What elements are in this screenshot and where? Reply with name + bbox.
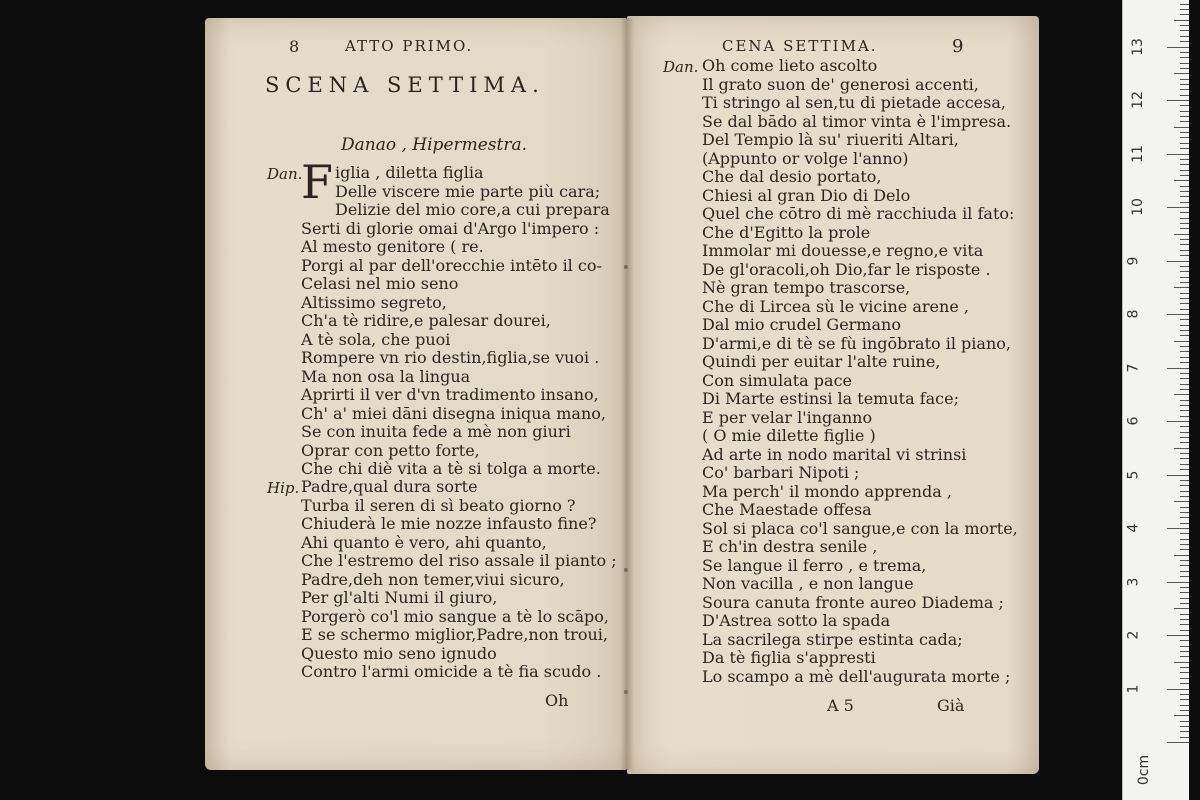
verse-line: Che d'Egitto la prole — [702, 222, 871, 242]
ruler-tick — [1180, 731, 1189, 732]
verse-line: Porgerò co'l mio sangue a tè lo scāpo, — [301, 606, 609, 626]
ruler-tick — [1180, 63, 1189, 64]
speaker-label-danao: Dan. — [663, 58, 699, 76]
ruler-tick — [1180, 212, 1189, 213]
ruler-number: 3 — [1125, 577, 1142, 586]
ruler-tick — [1180, 218, 1189, 219]
ruler-tick — [1180, 565, 1189, 566]
ruler-tick — [1180, 330, 1189, 331]
ruler-tick — [1180, 533, 1189, 534]
ruler-tick — [1180, 517, 1189, 518]
verse-line: Ahi quanto è vero, ahi quanto, — [301, 532, 547, 552]
ruler-tick — [1174, 715, 1189, 716]
ruler-tick — [1180, 453, 1189, 454]
ruler-tick — [1180, 9, 1189, 10]
ruler-tick — [1180, 737, 1189, 738]
ruler-tick — [1174, 448, 1189, 449]
ruler-tick — [1167, 100, 1189, 101]
ruler-tick — [1180, 84, 1189, 85]
ruler-tick — [1180, 14, 1189, 15]
speech-hipermestra — [301, 478, 617, 682]
verse-line: Se langue il ferro , e trema, — [702, 555, 927, 575]
page-number-left: 8 — [289, 37, 300, 56]
verse-line: Padre,deh non temer,viui sicuro, — [301, 569, 565, 589]
ruler-tick — [1180, 164, 1189, 165]
verse-line: Ti stringo al sen,tu di pietade accesa, — [702, 93, 1006, 112]
ruler-number: 12 — [1129, 91, 1146, 109]
ruler-tick — [1180, 619, 1189, 620]
ruler-tick — [1180, 496, 1189, 497]
ruler-tick — [1180, 79, 1189, 80]
ruler-tick — [1180, 239, 1189, 240]
verse-line: Il grato suon de' generosi accenti, — [702, 74, 979, 94]
verse-line: De gl'oracoli,oh Dio,far le risposte . — [702, 259, 991, 279]
binding-stitch — [624, 265, 628, 269]
ruler-tick — [1180, 539, 1189, 540]
ruler-number: 11 — [1129, 144, 1146, 163]
ruler-tick — [1180, 464, 1189, 465]
verse-line: Che di Lircea sù le vicine arene , — [702, 296, 969, 316]
verse-line: Ma non osa la lingua — [301, 366, 471, 386]
verse-line: Chiesi al gran Dio di Delo — [702, 185, 911, 205]
verse-line: Quel che cōtro di mè racchiuda il fato: — [702, 204, 1015, 223]
ruler-tick — [1180, 656, 1189, 657]
ruler-tick — [1180, 560, 1189, 561]
ruler-tick — [1180, 244, 1189, 245]
ruler-tick — [1174, 394, 1189, 395]
ruler-number: 2 — [1125, 630, 1142, 640]
ruler-tick — [1167, 635, 1189, 636]
ruler-tick — [1167, 421, 1189, 422]
verse-line: Al mesto genitore ( re. — [301, 237, 484, 256]
verse-line: Quindi per euitar l'alte ruine, — [702, 352, 941, 371]
verse-line: Che dal desio portato, — [702, 167, 882, 186]
ruler-tick — [1180, 137, 1189, 138]
ruler-tick — [1180, 378, 1189, 379]
ruler-tick — [1174, 234, 1189, 235]
ruler-number: 4 — [1125, 523, 1142, 533]
ruler-number: 8 — [1125, 309, 1142, 319]
ruler-tick — [1180, 30, 1189, 31]
ruler-tick — [1180, 485, 1189, 486]
verse-line: Immolar mi douesse,e regno,e vita — [702, 241, 984, 260]
ruler-tick — [1174, 555, 1189, 556]
verse-line: Oh come lieto ascolto — [702, 56, 878, 75]
verse-line: Per gl'alti Numi il giuro, — [301, 588, 498, 607]
ruler-tick — [1180, 186, 1189, 187]
verse-line: Dal mio crudel Germano — [702, 315, 901, 334]
verse-line: Nè gran tempo trascorse, — [702, 278, 911, 297]
ruler-tick — [1167, 47, 1189, 48]
verse-line: Chiuderà le mie nozze infausto fine? — [301, 514, 597, 533]
ruler-tick — [1180, 121, 1189, 122]
ruler-tick — [1180, 384, 1189, 385]
signature-mark: A 5 — [827, 696, 854, 715]
ruler-tick — [1180, 303, 1189, 304]
ruler-tick — [1180, 603, 1189, 604]
verse-line: Non vacilla , e non langue — [702, 574, 914, 593]
ruler-tick — [1167, 582, 1189, 583]
ruler-tick — [1167, 154, 1189, 155]
ruler-tick — [1180, 116, 1189, 117]
ruler-tick — [1180, 41, 1189, 42]
ruler-tick — [1180, 351, 1189, 352]
verse-line: D'Astrea sotto la spada — [702, 611, 891, 630]
ruler-number: 5 — [1125, 470, 1142, 479]
verse-line: Ch'a tè ridire,e palesar dourei, — [301, 311, 551, 330]
verse-line: Co' barbari Nipoti ; — [702, 463, 860, 482]
running-head-right: CENA SETTIMA. — [722, 37, 878, 55]
ruler-tick — [1180, 159, 1189, 160]
verse-line: Ch' a' miei dāni disegna iniqua mano, — [301, 403, 606, 423]
verse-line: Altissimo segreto, — [301, 292, 447, 312]
ruler-tick — [1180, 191, 1189, 192]
ruler-tick — [1180, 175, 1189, 176]
ruler-tick — [1180, 266, 1189, 267]
ruler-tick — [1180, 726, 1189, 727]
ruler-tick — [1174, 341, 1189, 342]
ruler-tick — [1180, 36, 1189, 37]
ruler-tick — [1180, 442, 1189, 443]
ruler-tick — [1180, 614, 1189, 615]
verse-line: Porgi al par dell'orecchie intēto il co- — [301, 255, 602, 275]
verse-line: Da tè figlia s'appresti — [702, 648, 876, 667]
ruler-tick — [1180, 228, 1189, 229]
verse-line: Padre,qual dura sorte — [301, 477, 478, 496]
ruler-tick — [1174, 73, 1189, 74]
ruler-tick — [1174, 608, 1189, 609]
verse-line: Ad arte in nodo marital vi strinsi — [702, 444, 967, 464]
ruler-number: 10 — [1129, 198, 1146, 216]
verse-line: Che l'estremo del riso assale il pianto ; — [301, 551, 617, 570]
ruler-tick — [1174, 662, 1189, 663]
ruler-tick — [1180, 640, 1189, 641]
verse-line: A tè sola, che puoi — [301, 329, 451, 349]
verse-line: iglia , diletta figlia — [335, 163, 484, 182]
verse-line: Che chi diè vita a tè si tolga a morte. — [301, 459, 601, 478]
verse-line: Questo mio seno ignudo — [301, 643, 497, 663]
ruler-tick — [1180, 587, 1189, 588]
ruler-tick — [1174, 20, 1189, 21]
ruler-tick — [1180, 678, 1189, 679]
verse-line: Oprar con petto forte, — [301, 440, 480, 460]
verse-line: D'armi,e di tè se fù ingōbrato il piano, — [702, 333, 1011, 353]
verse-line: Di Marte estinsi la temuta face; — [702, 389, 959, 408]
ruler-tick — [1180, 507, 1189, 508]
verse-line: Soura canuta fronte aureo Diadema ; — [702, 592, 1004, 612]
ruler-number: 6 — [1125, 416, 1142, 426]
running-head-left: ATTO PRIMO. — [345, 37, 474, 55]
ruler-tick — [1180, 95, 1189, 96]
ruler-number: 9 — [1125, 256, 1142, 265]
ruler-tick — [1180, 672, 1189, 673]
ruler-tick — [1180, 576, 1189, 577]
ruler-tick — [1180, 705, 1189, 706]
ruler-tick — [1180, 710, 1189, 711]
ruler-number: 13 — [1129, 37, 1146, 56]
ruler-tick — [1174, 180, 1189, 181]
ruler-tick — [1180, 250, 1189, 251]
ruler-tick — [1180, 400, 1189, 401]
ruler-tick — [1180, 480, 1189, 481]
ruler-tick — [1180, 271, 1189, 272]
verse-line: La sacrilega stirpe estinta cada; — [702, 629, 963, 649]
verse-line: E ch'in destra senile , — [702, 537, 878, 556]
verse-line: Celasi nel mio seno — [301, 274, 459, 293]
right-page — [627, 16, 1039, 774]
ruler-tick — [1180, 571, 1189, 572]
ruler-tick — [1180, 111, 1189, 112]
ruler-tick — [1180, 298, 1189, 299]
ruler-tick — [1180, 170, 1189, 171]
verse-line: Delizie del mio core,a cui prepara — [335, 200, 610, 219]
binding-stitch — [624, 690, 628, 694]
ruler-tick — [1180, 699, 1189, 700]
characters-list: Danao , Hipermestra. — [341, 135, 528, 155]
speech-danao-continued — [702, 57, 1018, 686]
ruler-tick — [1180, 667, 1189, 668]
verse-line: Contro l'armi omicide a tè fia scudo . — [301, 662, 602, 681]
verse-line: Aprirti il ver d'vn tradimento insano, — [301, 385, 599, 404]
verse-line: ( O mie dilette figlie ) — [702, 426, 876, 445]
drop-cap: F — [301, 155, 333, 209]
verse-line: E per velar l'inganno — [702, 407, 873, 427]
verse-line: Ma perch' il mondo apprenda , — [702, 481, 952, 501]
verse-line: Del Tempio là su' riueriti Altari, — [702, 130, 959, 149]
ruler-unit-label: 0cm — [1136, 754, 1153, 786]
book-gutter — [620, 18, 634, 770]
ruler-tick — [1174, 287, 1189, 288]
ruler-tick — [1180, 405, 1189, 406]
speaker-label-hipermestra: Hip. — [267, 479, 300, 497]
ruler-tick — [1180, 544, 1189, 545]
ruler-tick — [1180, 4, 1189, 5]
verse-line: Delle viscere mie parte più cara; — [335, 181, 601, 201]
ruler-tick — [1180, 309, 1189, 310]
ruler-tick — [1180, 646, 1189, 647]
catchword-right: Già — [937, 696, 965, 715]
ruler-tick — [1180, 282, 1189, 283]
ruler-number: 1 — [1125, 684, 1142, 693]
speech-danao — [301, 164, 610, 479]
ruler-tick — [1180, 293, 1189, 294]
verse-line: Rompere vn rio destin,figlia,se vuoi . — [301, 348, 600, 367]
ruler-tick — [1180, 491, 1189, 492]
verse-line: (Appunto or volge l'anno) — [702, 148, 909, 168]
ruler-tick — [1180, 458, 1189, 459]
speaker-label-danao: Dan. — [267, 165, 303, 183]
verse-line: Se con inuita fede a mè non giuri — [301, 422, 571, 441]
ruler-tick — [1167, 207, 1189, 208]
ruler-tick — [1180, 52, 1189, 53]
ruler-tick — [1174, 501, 1189, 502]
verse-line: Lo scampo a mè dell'augurata morte ; — [702, 666, 1011, 686]
ruler-tick — [1180, 721, 1189, 722]
ruler-tick — [1180, 523, 1189, 524]
ruler-tick — [1180, 357, 1189, 358]
binding-stitch — [624, 568, 628, 572]
ruler-tick — [1180, 426, 1189, 427]
ruler-tick — [1180, 325, 1189, 326]
verse-line: Se dal bādo al timor vinta è l'impresa. — [702, 111, 1012, 131]
ruler-tick — [1174, 127, 1189, 128]
measurement-ruler — [1122, 0, 1189, 800]
ruler-number: 7 — [1125, 363, 1142, 372]
ruler-tick — [1180, 68, 1189, 69]
ruler-tick — [1180, 335, 1189, 336]
ruler-tick — [1180, 143, 1189, 144]
ruler-tick — [1180, 132, 1189, 133]
page-number-right: 9 — [952, 36, 964, 57]
ruler-tick — [1180, 630, 1189, 631]
ruler-tick — [1167, 261, 1189, 262]
ruler-tick — [1167, 742, 1189, 743]
ruler-tick — [1180, 389, 1189, 390]
ruler-tick — [1180, 432, 1189, 433]
ruler-tick — [1180, 362, 1189, 363]
ruler-tick — [1180, 105, 1189, 106]
left-page — [205, 18, 627, 770]
verse-line: Turba il seren di sì beato giorno ? — [301, 495, 576, 515]
ruler-tick — [1167, 368, 1189, 369]
ruler-tick — [1180, 277, 1189, 278]
ruler-tick — [1180, 57, 1189, 58]
scene-title: SCENA SETTIMA. — [265, 73, 545, 97]
ruler-tick — [1180, 416, 1189, 417]
verse-line: Sol si placa co'l sangue,e con la morte, — [702, 518, 1018, 538]
ruler-tick — [1167, 314, 1189, 315]
ruler-tick — [1167, 689, 1189, 690]
ruler-tick — [1180, 469, 1189, 470]
ruler-tick — [1180, 373, 1189, 374]
ruler-tick — [1180, 549, 1189, 550]
ruler-tick — [1180, 223, 1189, 224]
ruler-tick — [1180, 196, 1189, 197]
ruler-tick — [1180, 202, 1189, 203]
ruler-tick — [1180, 598, 1189, 599]
ruler-tick — [1180, 319, 1189, 320]
ruler-tick — [1180, 25, 1189, 26]
verse-line: E se schermo miglior,Padre,non troui, — [301, 625, 608, 644]
ruler-tick — [1180, 255, 1189, 256]
ruler-tick — [1180, 437, 1189, 438]
ruler-tick — [1180, 624, 1189, 625]
catchword-left: Oh — [545, 691, 569, 710]
verse-line: Con simulata pace — [702, 370, 852, 390]
ruler-tick — [1167, 475, 1189, 476]
ruler-tick — [1180, 683, 1189, 684]
ruler-tick — [1180, 346, 1189, 347]
ruler-tick — [1180, 410, 1189, 411]
ruler-tick — [1180, 694, 1189, 695]
ruler-tick — [1180, 651, 1189, 652]
ruler-tick — [1167, 528, 1189, 529]
ruler-tick — [1180, 592, 1189, 593]
ruler-tick — [1180, 148, 1189, 149]
ruler-tick — [1180, 512, 1189, 513]
verse-line: Che Maestade offesa — [702, 500, 872, 519]
ruler-tick — [1180, 89, 1189, 90]
verse-line: Serti di glorie omai d'Argo l'impero : — [301, 218, 600, 238]
